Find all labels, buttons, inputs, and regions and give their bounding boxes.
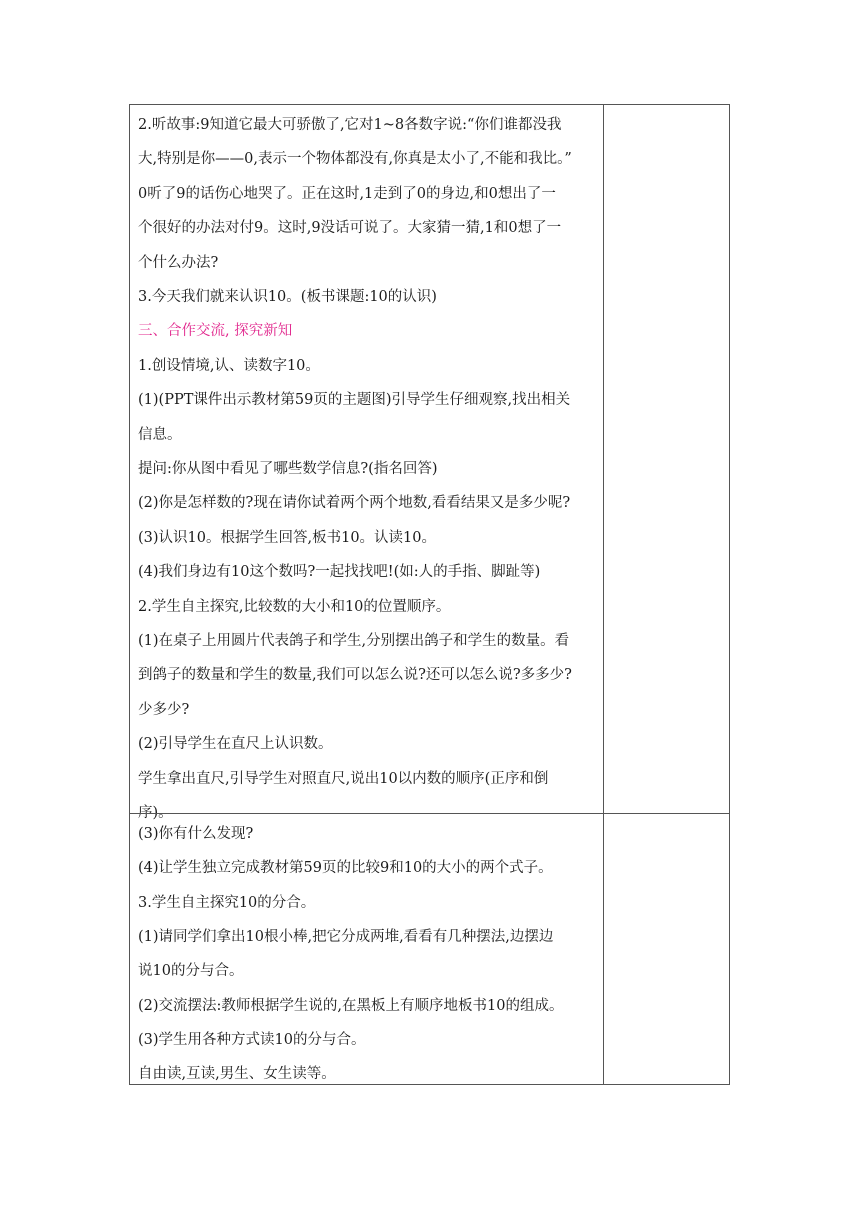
text-line: 提问:你从图中看见了哪些数学信息?(指名回答): [138, 461, 438, 477]
text-line: (4)我们身边有10这个数吗?一起找找吧!(如:人的手指、脚趾等): [138, 564, 541, 581]
text-line: 信息。: [138, 426, 182, 443]
text-line: (3)你有什么发现?: [138, 826, 254, 842]
column-divider: [603, 105, 604, 813]
text-line: (3)认识10。根据学生回答,板书10。认读10。: [138, 529, 436, 546]
section-heading: 三、合作交流, 探究新知: [138, 323, 293, 340]
text-line: 到鸽子的数量和学生的数量,我们可以怎么说?还可以怎么说?多多少?: [138, 667, 572, 684]
text-line: (2)你是怎样数的?现在请你试着两个两个地数,看看结果又是多少呢?: [138, 495, 571, 512]
text-line: (1)请同学们拿出10根小棒,把它分成两堆,看看有几种摆法,边摆边: [138, 928, 554, 945]
text-line: 1.创设情境,认、读数字10。: [138, 357, 320, 374]
text-line: (2)交流摆法:教师根据学生说的,在黑板上有顺序地板书10的组成。: [138, 997, 564, 1014]
text-line: 自由读,互读,男生、女生读等。: [138, 1066, 336, 1083]
text-line: 说10的分与合。: [138, 963, 244, 980]
text-line: (3)学生用各种方式读10的分与合。: [138, 1031, 366, 1048]
text-line: 2.听故事:9知道它最大可骄傲了,它对1~8各数字说:“你们谁都没我: [138, 117, 562, 133]
text-line: 大,特别是你——0,表示一个物体都没有,你真是太小了,不能和我比。”: [138, 151, 572, 168]
column-divider: [603, 814, 604, 1084]
text-line: (1)在桌子上用圆片代表鸽子和学生,分别摆出鸽子和学生的数量。看: [138, 633, 570, 649]
table-row: [129, 104, 730, 821]
table-row: [129, 813, 730, 1085]
text-line: 3.今天我们就来认识10。(板书课题:10的认识): [138, 289, 437, 305]
text-line: 个很好的办法对付9。这时,9没话可说了。大家猜一猜,1和0想了一: [138, 220, 562, 237]
text-line: 2.学生自主探究,比较数的大小和10的位置顺序。: [138, 598, 451, 615]
text-line: (2)引导学生在直尺上认识数。: [138, 736, 333, 753]
text-line: (4)让学生独立完成教材第59页的比较9和10的大小的两个式子。: [138, 860, 553, 877]
text-line: 少多少?: [138, 701, 190, 718]
text-line: 3.学生自主探究10的分合。: [138, 894, 316, 911]
text-line: 学生拿出直尺,引导学生对照直尺,说出10以内数的顺序(正序和倒: [138, 770, 549, 787]
text-line: 0听了9的话伤心地哭了。正在这时,1走到了0的身边,和0想出了一: [138, 185, 556, 202]
text-line: 序)。: [138, 805, 173, 821]
text-line: 个什么办法?: [138, 254, 219, 271]
text-line: (1)(PPT课件出示教材第59页的主题图)引导学生仔细观察,找出相关: [138, 392, 571, 409]
